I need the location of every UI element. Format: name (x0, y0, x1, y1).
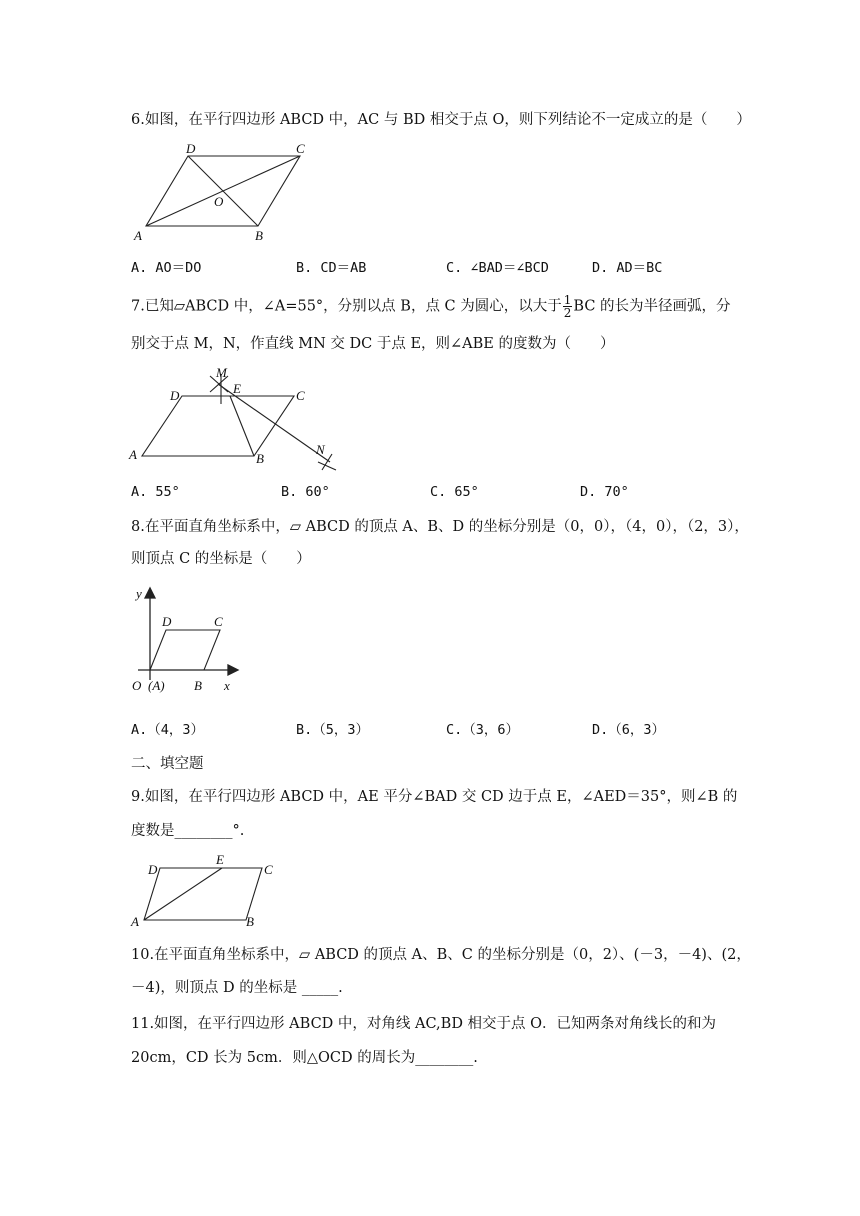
q6-option-b: B. CD＝AB (296, 260, 367, 276)
q9-stem-line1: 9.如图，在平行四边形 ABCD 中，AE 平分∠BAD 交 CD 边于点 E，∠AED＝35°，则∠B 的 (131, 789, 738, 805)
q7-stem-line1 (131, 294, 731, 319)
q7-label-b: B (256, 451, 264, 466)
q7-stem-line2: 别交于点 M，N，作直线 MN 交 DC 于点 E，则∠ABE 的度数为（ ） (131, 336, 615, 352)
q6-option-c: C. ∠BAD＝∠BCD (446, 260, 549, 276)
q7-stem-part2: BC 的长为半径画弧，分 (573, 298, 731, 315)
q8-y-arrow (145, 588, 155, 598)
q8-option-b: B.（5，3） (296, 722, 370, 738)
q7-label-e: E (233, 381, 241, 396)
q8-label-a: (A) (148, 678, 165, 693)
q7-label-m: M (216, 365, 227, 380)
q7-frac-num: 1 (563, 293, 572, 307)
q8-stem-line2: 则顶点 C 的坐标是（ ） (131, 551, 311, 567)
q7-option-c: C. 65° (430, 484, 479, 500)
section-heading-fill-in: 二、填空题 (131, 756, 204, 772)
q7-label-c: C (296, 388, 305, 403)
q6-diagonal-bd (188, 156, 258, 226)
q7-label-a: A (129, 447, 137, 462)
q7-parallelogram (142, 396, 294, 456)
q8-label-d: D (162, 614, 172, 629)
q7-label-d: D (170, 388, 180, 403)
q6-label-d: D (186, 141, 196, 156)
q9-stem-line2: 度数是________°. (131, 823, 245, 839)
q9-label-b: B (246, 914, 254, 929)
q8-label-c: C (214, 614, 223, 629)
q6-figure (128, 140, 318, 244)
q7-option-b: B. 60° (281, 484, 330, 500)
q6-label-c: C (296, 141, 305, 156)
q7-segment-be (230, 396, 254, 456)
q9-parallelogram (144, 868, 262, 920)
q8-option-c: C.（3，6） (446, 722, 520, 738)
q8-label-b: B (194, 678, 202, 693)
q8-label-o: O (132, 678, 142, 693)
q6-label-b: B (255, 228, 263, 243)
q9-label-a: A (131, 914, 139, 929)
q6-label-o: O (214, 194, 224, 209)
q7-arc-n1 (318, 462, 336, 470)
q8-parallelogram (150, 630, 220, 670)
q8-stem-line1: 8.在平面直角坐标系中，▱ ABCD 的顶点 A、B、D 的坐标分别是（0，0），（4，0），（2，3）， (131, 519, 749, 535)
q7-option-a: A. 55° (131, 484, 180, 500)
q6-stem: 6.如图，在平行四边形 ABCD 中，AC 与 BD 相交于点 O，则下列结论不一定成立的是（ ） (131, 112, 751, 128)
q7-stem-part1: 7.已知▱ABCD 中，∠A=55°，分别以点 B，点 C 为圆心，以大于 (131, 298, 562, 315)
q8-option-d: D.（6，3） (592, 722, 666, 738)
q11-stem-line1: 11.如图，在平行四边形 ABCD 中，对角线 AC,BD 相交于点 O．已知两条对角线长的和为 (131, 1016, 717, 1032)
q6-label-a: A (134, 228, 142, 243)
q8-x-arrow (228, 665, 238, 675)
q11-stem-line2: 20cm，CD 长为 5cm．则△OCD 的周长为________. (131, 1050, 478, 1066)
q6-option-a: A. AO＝DO (131, 260, 202, 276)
q8-label-x: x (224, 678, 230, 693)
q8-figure (128, 584, 246, 696)
q8-option-a: A.（4，3） (131, 722, 205, 738)
q7-fraction (563, 294, 573, 319)
q7-frac-den: 2 (563, 306, 572, 320)
q10-stem-line1: 10.在平面直角坐标系中，▱ ABCD 的顶点 A、B、C 的坐标分别是（0，2）、(－3，－4)、(2， (131, 947, 751, 963)
q10-stem-line2: －4)，则顶点 D 的坐标是 _____. (131, 980, 343, 996)
q7-figure (126, 362, 340, 474)
q8-label-y: y (136, 586, 142, 601)
q9-label-d: D (148, 862, 158, 877)
q7-label-n: N (316, 442, 325, 457)
q9-label-c: C (264, 862, 273, 877)
q7-option-d: D. 70° (580, 484, 629, 500)
q9-label-e: E (216, 852, 224, 867)
q6-option-d: D. AD＝BC (592, 260, 663, 276)
q9-figure (128, 852, 280, 932)
